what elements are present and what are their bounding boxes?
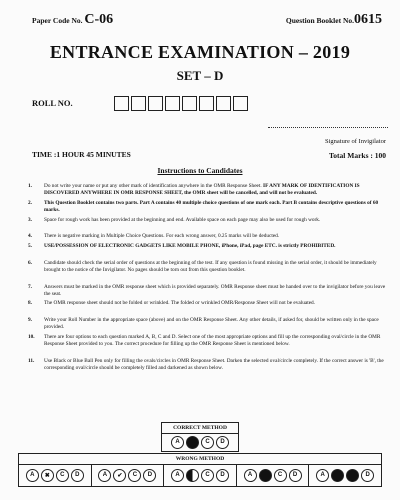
answer-bubble bbox=[186, 469, 199, 482]
answer-bubble bbox=[331, 469, 344, 482]
answer-bubble: D bbox=[216, 469, 229, 482]
instruction-item bbox=[30, 217, 388, 224]
instruction-text: Do not write your name or put any other mark of identification anywhere in the OMR Response Sheet. IF ANY MARK OF IDENTIFICATION IS DISCOVERED ANYWHERE IN OMR RESPONSE SHEET, the OMR sheet will be cancelled, and will not be evaluated. bbox=[44, 183, 360, 197]
instruction-item bbox=[30, 233, 388, 240]
instruction-item bbox=[30, 334, 388, 348]
roll-box[interactable] bbox=[233, 96, 248, 111]
roll-box[interactable] bbox=[131, 96, 146, 111]
instruction-number: 4. bbox=[28, 233, 32, 239]
instruction-text: Use Black or Blue Ball Pen only for filling the ovals/circles in OMR Response Sheet. Darken the selected oval/circle completely. If the correct answer is 'B', the corresponding oval/circle should be completely filled and darkened as shown below. bbox=[44, 358, 384, 372]
answer-bubble: D bbox=[289, 469, 302, 482]
paper-code bbox=[32, 12, 113, 28]
answer-bubble: D bbox=[216, 436, 229, 449]
instruction-text: There is negative marking in Multiple Choice Questions. For each wrong answer, 0.25 marks will be deducted. bbox=[44, 233, 280, 239]
answer-bubble: D bbox=[71, 469, 84, 482]
roll-box[interactable] bbox=[199, 96, 214, 111]
signature-label: Signature of Invigilator bbox=[324, 138, 386, 145]
instruction-item bbox=[30, 260, 388, 274]
wrong-method-group bbox=[237, 464, 310, 486]
wrong-method-examples bbox=[18, 464, 382, 487]
instruction-text: The OMR response sheet should not be folded or wrinkled. The folded or wrinkled OMR/Response Sheet will not be evaluated. bbox=[44, 300, 316, 306]
answer-bubble: A bbox=[171, 436, 184, 449]
answer-bubble: C bbox=[274, 469, 287, 482]
instruction-text: Space for rough work has been provided at the beginning and end. Available space on each page may also be used for rough work. bbox=[44, 217, 321, 223]
answer-bubble bbox=[186, 436, 199, 449]
set-label: SET – D bbox=[176, 68, 224, 83]
instruction-item bbox=[30, 183, 388, 197]
answer-bubble: A bbox=[244, 469, 257, 482]
instructions-heading: Instructions to Candidates bbox=[157, 166, 243, 175]
instruction-item bbox=[30, 284, 388, 298]
instruction-number: 3. bbox=[28, 217, 32, 223]
booklet-label: Question Booklet No. bbox=[285, 16, 354, 25]
instruction-number: 8. bbox=[28, 300, 32, 306]
instruction-item bbox=[30, 300, 388, 307]
instruction-number: 1. bbox=[28, 183, 32, 189]
instruction-number: 10. bbox=[28, 334, 35, 340]
answer-bubble: C bbox=[56, 469, 69, 482]
answer-bubble: C bbox=[201, 469, 214, 482]
instruction-text: Write your Roll Number in the appropriate space (above) and on the OMR Response Sheet. Any other details, if asked for, should be written only in the space provided. bbox=[44, 317, 379, 331]
answer-bubble: ✔ bbox=[113, 469, 126, 482]
instruction-text: This Question Booklet contains two parts. Part A contains 40 multiple choice questions of one mark each. Part B contains descriptive questions of 60 marks. bbox=[44, 200, 379, 214]
answer-bubble: C bbox=[201, 436, 214, 449]
answer-bubble: A bbox=[98, 469, 111, 482]
total-marks: Total Marks : 100 bbox=[328, 151, 386, 160]
roll-label: ROLL NO. bbox=[32, 98, 73, 108]
instruction-text: There are four options to each question marked A, B, C and D. Select one of the most appropriate options and fill up the corresponding oval/circle in the OMR Response Sheet provided to you. The correct procedure for filling up the OMR Response Sheet is mentioned below. bbox=[44, 334, 381, 348]
roll-box[interactable] bbox=[114, 96, 129, 111]
wrong-method-group bbox=[92, 464, 165, 486]
instruction-text: Candidate should check the serial order of questions at the beginning of the test. If any question is found missing in the serial order, it should be immediately brought to the notice of the Invigilator. No pages should be torn out from this question booklet. bbox=[44, 260, 377, 274]
answer-bubble: C bbox=[128, 469, 141, 482]
booklet-value: 0615 bbox=[354, 12, 382, 27]
answer-bubble: A bbox=[171, 469, 184, 482]
answer-bubble bbox=[259, 469, 272, 482]
page-title: ENTRANCE EXAMINATION – 2019 bbox=[49, 42, 351, 62]
instruction-number: 6. bbox=[28, 260, 32, 266]
answer-bubble: D bbox=[361, 469, 374, 482]
answer-bubble: A bbox=[26, 469, 39, 482]
instruction-number: 9. bbox=[28, 317, 32, 323]
instruction-text: Answers must be marked in the OMR response sheet which is provided separately. OMR Response sheet must be handed over to the invigilator before you leave the seat. bbox=[44, 284, 386, 298]
paper-code-label: Paper Code No. bbox=[32, 16, 83, 25]
paper-code-value: C-06 bbox=[84, 12, 114, 27]
wrong-method-label: WRONG METHOD bbox=[18, 453, 382, 465]
instruction-number: 5. bbox=[28, 243, 32, 249]
answer-bubble: A bbox=[316, 469, 329, 482]
instruction-number: 11. bbox=[28, 358, 35, 364]
instruction-item bbox=[30, 243, 388, 250]
roll-box[interactable] bbox=[148, 96, 163, 111]
signature-line bbox=[268, 127, 388, 128]
roll-box[interactable] bbox=[165, 96, 180, 111]
answer-bubble: ✖ bbox=[41, 469, 54, 482]
instruction-item bbox=[30, 200, 388, 214]
instruction-text: USE/POSSESSION OF ELECTRONIC GADGETS LIKE MOBILE PHONE, iPhone, iPad, page ETC. is strictly PROHIBITED. bbox=[44, 243, 336, 249]
roll-box[interactable] bbox=[216, 96, 231, 111]
roll-number-boxes[interactable] bbox=[114, 96, 250, 111]
correct-method-example bbox=[161, 433, 239, 452]
wrong-method-group bbox=[164, 464, 237, 486]
answer-bubble bbox=[346, 469, 359, 482]
booklet-number bbox=[286, 12, 382, 28]
answer-bubble: D bbox=[143, 469, 156, 482]
instruction-number: 2. bbox=[28, 200, 32, 206]
instruction-item bbox=[30, 317, 388, 331]
roll-box[interactable] bbox=[182, 96, 197, 111]
wrong-method-group bbox=[19, 464, 92, 486]
correct-method-label: CORRECT METHOD bbox=[161, 422, 239, 434]
wrong-method-group bbox=[309, 464, 381, 486]
time-label: TIME :1 HOUR 45 MINUTES bbox=[32, 150, 131, 159]
instruction-number: 7. bbox=[28, 284, 32, 290]
instruction-item bbox=[30, 358, 388, 372]
